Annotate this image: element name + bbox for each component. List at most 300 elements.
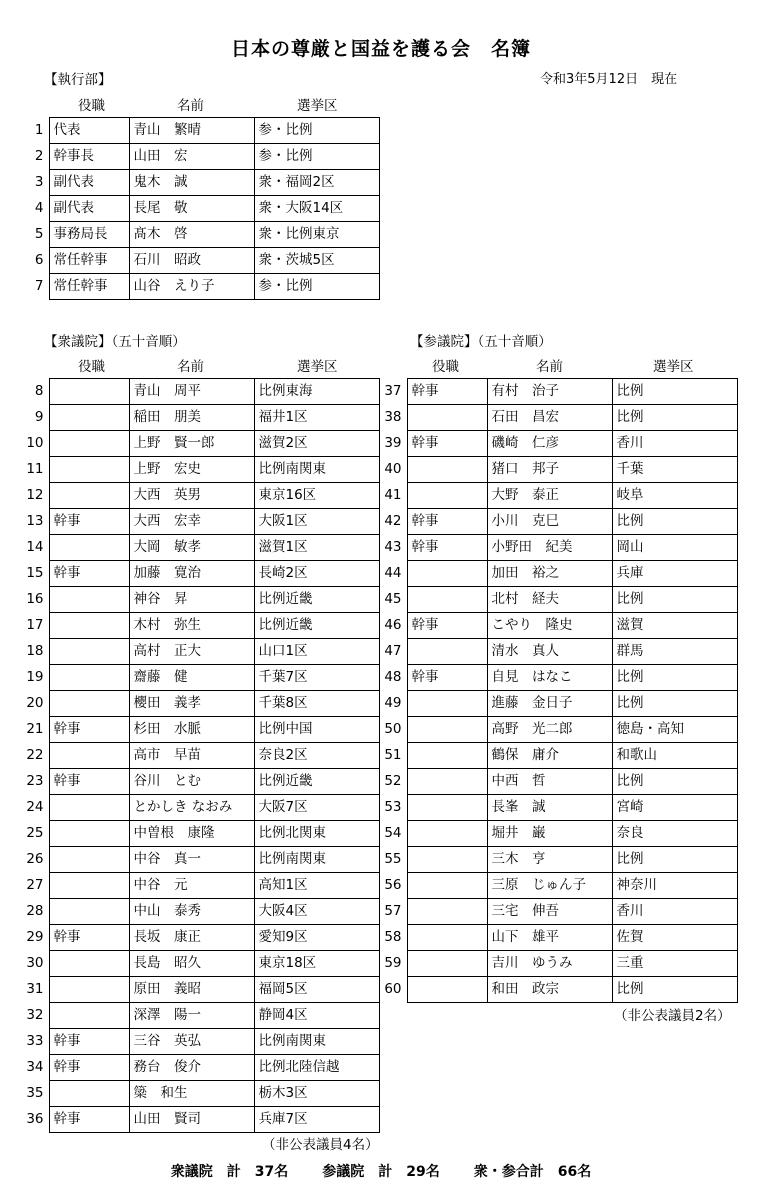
name-cell: 北村 経夫 <box>487 587 612 613</box>
row-number: 14 <box>26 539 44 555</box>
role-cell <box>49 795 129 821</box>
name-cell: 吉川 ゆうみ <box>487 951 612 977</box>
role-cell <box>49 457 129 483</box>
district-cell: 比例南関東 <box>254 457 379 483</box>
district-cell: 比例南関東 <box>254 1029 379 1055</box>
name-cell: 三宅 伸吾 <box>487 899 612 925</box>
name-cell: 務台 俊介 <box>129 1055 254 1081</box>
row-number: 56 <box>384 877 402 893</box>
role-cell <box>49 405 129 431</box>
name-cell: 有村 治子 <box>487 379 612 405</box>
row-number: 37 <box>384 383 402 399</box>
district-cell: 東京16区 <box>254 483 379 509</box>
upper-house-label: 【参議院】（五十音順） <box>410 334 552 350</box>
district-cell: 比例近畿 <box>254 769 379 795</box>
name-cell: 長島 昭久 <box>129 951 254 977</box>
name-cell: 木村 弥生 <box>129 613 254 639</box>
lower-house-label: 【衆議院】（五十音順） <box>44 334 186 350</box>
district-cell: 滋賀1区 <box>254 535 379 561</box>
table-row <box>376 561 737 587</box>
table-row <box>376 951 737 977</box>
district-cell: 大阪4区 <box>254 899 379 925</box>
district-cell: 山口1区 <box>254 639 379 665</box>
district-cell: 比例東海 <box>254 379 379 405</box>
row-number: 44 <box>384 565 402 581</box>
lower-col-district: 選挙区 <box>297 359 338 375</box>
row-number: 6 <box>34 252 44 268</box>
table-row <box>22 717 379 743</box>
district-cell: 香川 <box>612 899 737 925</box>
table-row <box>376 925 737 951</box>
table-row <box>22 743 379 769</box>
table-row <box>376 769 737 795</box>
role-cell: 幹事 <box>49 769 129 795</box>
district-cell: 比例 <box>612 691 737 717</box>
district-cell: 大阪1区 <box>254 509 379 535</box>
row-number: 26 <box>26 851 44 867</box>
role-cell <box>49 1081 129 1107</box>
table-row <box>376 743 737 769</box>
row-number: 19 <box>26 669 44 685</box>
lower-house-note: （非公表議員4名） <box>262 1137 379 1153</box>
role-cell <box>49 483 129 509</box>
role-cell <box>407 847 487 873</box>
name-cell: 上野 宏史 <box>129 457 254 483</box>
district-cell: 比例南関東 <box>254 847 379 873</box>
row-number: 11 <box>26 461 44 477</box>
district-cell: 東京18区 <box>254 951 379 977</box>
table-row <box>22 821 379 847</box>
table-row <box>22 1081 379 1107</box>
role-cell <box>407 899 487 925</box>
district-cell: 比例 <box>612 977 737 1003</box>
district-cell: 千葉8区 <box>254 691 379 717</box>
table-row <box>376 795 737 821</box>
row-number: 10 <box>26 435 44 451</box>
table-row <box>376 691 737 717</box>
row-number: 9 <box>34 409 44 425</box>
role-cell: 幹事 <box>49 925 129 951</box>
row-number: 22 <box>26 747 44 763</box>
role-cell: 幹事 <box>49 561 129 587</box>
role-cell: 常任幹事 <box>49 274 129 300</box>
row-number: 16 <box>26 591 44 607</box>
table-row <box>22 691 379 717</box>
name-cell: 石川 昭政 <box>129 248 254 274</box>
district-cell: 参・比例 <box>254 274 379 300</box>
row-number: 30 <box>26 955 44 971</box>
table-row <box>22 509 379 535</box>
lower-col-role: 役職 <box>78 359 105 375</box>
row-number: 25 <box>26 825 44 841</box>
table-row <box>22 118 379 144</box>
district-cell: 愛知9区 <box>254 925 379 951</box>
role-cell: 幹事 <box>407 509 487 535</box>
name-cell: 三原 じゅん子 <box>487 873 612 899</box>
table-row <box>22 222 379 248</box>
row-number: 50 <box>384 721 402 737</box>
role-cell <box>407 951 487 977</box>
district-cell: 佐賀 <box>612 925 737 951</box>
district-cell: 比例北陸信越 <box>254 1055 379 1081</box>
district-cell: 長崎2区 <box>254 561 379 587</box>
name-cell: 中西 哲 <box>487 769 612 795</box>
upper-house-table <box>376 378 738 1003</box>
district-cell: 比例 <box>612 769 737 795</box>
table-row <box>22 977 379 1003</box>
table-row <box>376 977 737 1003</box>
row-number: 18 <box>26 643 44 659</box>
district-cell: 比例近畿 <box>254 587 379 613</box>
district-cell: 比例近畿 <box>254 613 379 639</box>
table-row <box>376 847 737 873</box>
district-cell: 和歌山 <box>612 743 737 769</box>
table-row <box>22 873 379 899</box>
row-number: 8 <box>34 383 44 399</box>
role-cell <box>407 925 487 951</box>
district-cell: 神奈川 <box>612 873 737 899</box>
role-cell <box>407 639 487 665</box>
name-cell: 石田 昌宏 <box>487 405 612 431</box>
executive-label: 【執行部】 <box>44 72 112 88</box>
role-cell: 副代表 <box>49 196 129 222</box>
role-cell <box>407 587 487 613</box>
name-cell: 加田 裕之 <box>487 561 612 587</box>
name-cell: 三木 亨 <box>487 847 612 873</box>
table-row <box>22 1003 379 1029</box>
name-cell: 高野 光二郎 <box>487 717 612 743</box>
name-cell: とかしき なおみ <box>129 795 254 821</box>
name-cell: 高村 正大 <box>129 639 254 665</box>
table-row <box>376 535 737 561</box>
district-cell: 滋賀2区 <box>254 431 379 457</box>
name-cell: 大西 英男 <box>129 483 254 509</box>
name-cell: 長坂 康正 <box>129 925 254 951</box>
district-cell: 衆・比例東京 <box>254 222 379 248</box>
lower-col-name: 名前 <box>177 359 204 375</box>
district-cell: 高知1区 <box>254 873 379 899</box>
role-cell <box>49 613 129 639</box>
district-cell: 大阪7区 <box>254 795 379 821</box>
row-number: 52 <box>384 773 402 789</box>
table-row <box>22 639 379 665</box>
name-cell: 加藤 寛治 <box>129 561 254 587</box>
as-of-date: 令和3年5月12日 現在 <box>540 72 678 87</box>
lower-house-total: 衆議院 計 37名 <box>170 1164 289 1180</box>
row-number: 12 <box>26 487 44 503</box>
table-row <box>22 405 379 431</box>
table-row <box>376 665 737 691</box>
upper-col-role: 役職 <box>432 359 459 375</box>
row-number: 1 <box>34 122 44 138</box>
executive-col-role: 役職 <box>78 98 105 114</box>
lower-house-table <box>22 378 380 1133</box>
row-number: 42 <box>384 513 402 529</box>
role-cell <box>49 639 129 665</box>
role-cell <box>49 535 129 561</box>
totals-line <box>0 1161 762 1181</box>
role-cell <box>49 873 129 899</box>
table-row <box>22 561 379 587</box>
role-cell: 事務局長 <box>49 222 129 248</box>
row-number: 13 <box>26 513 44 529</box>
role-cell <box>407 483 487 509</box>
district-cell: 徳島・高知 <box>612 717 737 743</box>
row-number: 55 <box>384 851 402 867</box>
district-cell: 比例北関東 <box>254 821 379 847</box>
row-number: 2 <box>34 148 44 164</box>
name-cell: 山下 雄平 <box>487 925 612 951</box>
role-cell <box>49 951 129 977</box>
row-number: 53 <box>384 799 402 815</box>
row-number: 23 <box>26 773 44 789</box>
district-cell: 衆・福岡2区 <box>254 170 379 196</box>
district-cell: 福井1区 <box>254 405 379 431</box>
district-cell: 比例中国 <box>254 717 379 743</box>
role-cell: 常任幹事 <box>49 248 129 274</box>
row-number: 60 <box>384 981 402 997</box>
name-cell: 三谷 英弘 <box>129 1029 254 1055</box>
district-cell: 香川 <box>612 431 737 457</box>
district-cell: 滋賀 <box>612 613 737 639</box>
district-cell: 千葉7区 <box>254 665 379 691</box>
table-row <box>22 274 379 300</box>
name-cell: 中曽根 康隆 <box>129 821 254 847</box>
name-cell: 中谷 真一 <box>129 847 254 873</box>
role-cell: 幹事 <box>49 717 129 743</box>
role-cell <box>49 379 129 405</box>
role-cell <box>407 795 487 821</box>
upper-house-total: 参議院 計 29名 <box>322 1164 440 1180</box>
table-row <box>22 1107 379 1133</box>
role-cell <box>407 769 487 795</box>
row-number: 34 <box>26 1059 44 1075</box>
executive-col-district: 選挙区 <box>297 98 338 114</box>
district-cell: 福岡5区 <box>254 977 379 1003</box>
table-row <box>22 483 379 509</box>
district-cell: 衆・大阪14区 <box>254 196 379 222</box>
district-cell: 岡山 <box>612 535 737 561</box>
role-cell <box>49 587 129 613</box>
name-cell: 高市 早苗 <box>129 743 254 769</box>
page-title: 日本の尊厳と国益を護る会 名簿 <box>230 38 531 60</box>
role-cell: 代表 <box>49 118 129 144</box>
row-number: 3 <box>34 174 44 190</box>
name-cell: 簗 和生 <box>129 1081 254 1107</box>
district-cell: 衆・茨城5区 <box>254 248 379 274</box>
name-cell: 大野 泰正 <box>487 483 612 509</box>
table-row <box>22 457 379 483</box>
table-row <box>22 769 379 795</box>
district-cell: 千葉 <box>612 457 737 483</box>
row-number: 28 <box>26 903 44 919</box>
table-row <box>376 873 737 899</box>
row-number: 33 <box>26 1033 44 1049</box>
name-cell: 谷川 とむ <box>129 769 254 795</box>
table-row <box>376 587 737 613</box>
table-row <box>22 951 379 977</box>
name-cell: 長峯 誠 <box>487 795 612 821</box>
role-cell <box>49 431 129 457</box>
row-number: 21 <box>26 721 44 737</box>
role-cell <box>407 405 487 431</box>
table-row <box>376 431 737 457</box>
row-number: 45 <box>384 591 402 607</box>
upper-house-note: （非公表議員2名） <box>614 1008 731 1024</box>
combined-total: 衆・参合計 66名 <box>473 1164 592 1180</box>
upper-col-district: 選挙区 <box>653 359 694 375</box>
name-cell: 長尾 敬 <box>129 196 254 222</box>
role-cell <box>407 821 487 847</box>
role-cell: 幹事 <box>49 1107 129 1133</box>
name-cell: 大西 宏幸 <box>129 509 254 535</box>
name-cell: 髙木 啓 <box>129 222 254 248</box>
row-number: 48 <box>384 669 402 685</box>
role-cell <box>407 743 487 769</box>
table-row <box>376 509 737 535</box>
role-cell <box>49 847 129 873</box>
table-row <box>22 431 379 457</box>
name-cell: 上野 賢一郎 <box>129 431 254 457</box>
row-number: 20 <box>26 695 44 711</box>
table-row <box>22 925 379 951</box>
row-number: 49 <box>384 695 402 711</box>
table-row <box>22 847 379 873</box>
name-cell: 原田 義昭 <box>129 977 254 1003</box>
role-cell <box>49 899 129 925</box>
name-cell: 齋藤 健 <box>129 665 254 691</box>
role-cell <box>407 873 487 899</box>
row-number: 32 <box>26 1007 44 1023</box>
name-cell: 深澤 陽一 <box>129 1003 254 1029</box>
table-row <box>376 379 737 405</box>
role-cell: 幹事 <box>407 535 487 561</box>
district-cell: 三重 <box>612 951 737 977</box>
role-cell: 副代表 <box>49 170 129 196</box>
name-cell: 稲田 朋美 <box>129 405 254 431</box>
district-cell: 兵庫7区 <box>254 1107 379 1133</box>
role-cell <box>49 743 129 769</box>
name-cell: 小野田 紀美 <box>487 535 612 561</box>
role-cell <box>49 665 129 691</box>
name-cell: 清水 真人 <box>487 639 612 665</box>
row-number: 5 <box>34 226 44 242</box>
name-cell: 中谷 元 <box>129 873 254 899</box>
role-cell <box>407 977 487 1003</box>
name-cell: 進藤 金日子 <box>487 691 612 717</box>
district-cell: 比例 <box>612 379 737 405</box>
table-row <box>22 665 379 691</box>
table-row <box>376 613 737 639</box>
row-number: 41 <box>384 487 402 503</box>
table-row <box>22 1029 379 1055</box>
row-number: 57 <box>384 903 402 919</box>
executive-table <box>22 117 380 300</box>
district-cell: 岐阜 <box>612 483 737 509</box>
row-number: 4 <box>34 200 44 216</box>
role-cell <box>407 717 487 743</box>
table-row <box>22 196 379 222</box>
name-cell: 山田 賢司 <box>129 1107 254 1133</box>
row-number: 7 <box>34 278 44 294</box>
row-number: 59 <box>384 955 402 971</box>
district-cell: 比例 <box>612 847 737 873</box>
table-row <box>376 457 737 483</box>
role-cell <box>407 561 487 587</box>
name-cell: 自見 はなこ <box>487 665 612 691</box>
name-cell: 中山 泰秀 <box>129 899 254 925</box>
table-row <box>22 535 379 561</box>
district-cell: 比例 <box>612 587 737 613</box>
name-cell: こやり 隆史 <box>487 613 612 639</box>
district-cell: 群馬 <box>612 639 737 665</box>
table-row <box>22 899 379 925</box>
name-cell: 鶴保 庸介 <box>487 743 612 769</box>
district-cell: 比例 <box>612 665 737 691</box>
district-cell: 奈良2区 <box>254 743 379 769</box>
name-cell: 青山 周平 <box>129 379 254 405</box>
name-cell: 山田 宏 <box>129 144 254 170</box>
row-number: 36 <box>26 1111 44 1127</box>
table-row <box>22 1055 379 1081</box>
row-number: 58 <box>384 929 402 945</box>
table-row <box>22 379 379 405</box>
row-number: 38 <box>384 409 402 425</box>
name-cell: 大岡 敏孝 <box>129 535 254 561</box>
role-cell: 幹事 <box>49 509 129 535</box>
row-number: 54 <box>384 825 402 841</box>
row-number: 51 <box>384 747 402 763</box>
name-cell: 櫻田 義孝 <box>129 691 254 717</box>
table-row <box>376 405 737 431</box>
role-cell <box>49 821 129 847</box>
name-cell: 小川 克巳 <box>487 509 612 535</box>
row-number: 17 <box>26 617 44 633</box>
role-cell <box>407 691 487 717</box>
name-cell: 堀井 巌 <box>487 821 612 847</box>
upper-col-name: 名前 <box>536 359 563 375</box>
row-number: 27 <box>26 877 44 893</box>
table-row <box>22 248 379 274</box>
table-row <box>22 144 379 170</box>
role-cell: 幹事 <box>407 431 487 457</box>
table-row <box>22 170 379 196</box>
table-row <box>22 613 379 639</box>
district-cell: 参・比例 <box>254 144 379 170</box>
row-number: 40 <box>384 461 402 477</box>
role-cell: 幹事 <box>407 379 487 405</box>
row-number: 39 <box>384 435 402 451</box>
name-cell: 青山 繁晴 <box>129 118 254 144</box>
row-number: 24 <box>26 799 44 815</box>
row-number: 43 <box>384 539 402 555</box>
role-cell <box>49 691 129 717</box>
row-number: 47 <box>384 643 402 659</box>
name-cell: 和田 政宗 <box>487 977 612 1003</box>
role-cell <box>49 977 129 1003</box>
role-cell: 幹事 <box>49 1055 129 1081</box>
district-cell: 比例 <box>612 405 737 431</box>
table-row <box>376 717 737 743</box>
name-cell: 磯崎 仁彦 <box>487 431 612 457</box>
role-cell: 幹事 <box>49 1029 129 1055</box>
row-number: 35 <box>26 1085 44 1101</box>
table-row <box>22 795 379 821</box>
district-cell: 静岡4区 <box>254 1003 379 1029</box>
name-cell: 山谷 えり子 <box>129 274 254 300</box>
district-cell: 兵庫 <box>612 561 737 587</box>
name-cell: 鬼木 誠 <box>129 170 254 196</box>
